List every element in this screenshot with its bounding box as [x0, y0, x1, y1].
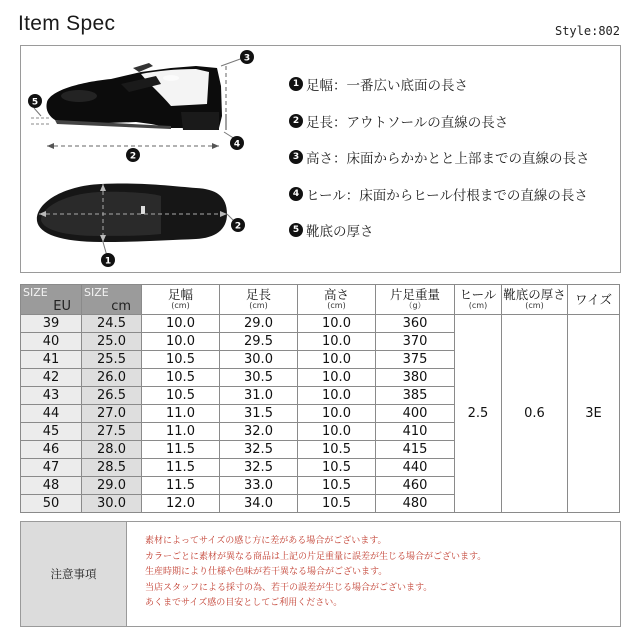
table-cell: 29.5: [220, 333, 298, 351]
table-cell: 27.5: [82, 423, 142, 441]
table-cell: 10.5: [142, 387, 220, 405]
table-cell: 10.5: [142, 369, 220, 387]
table-cell: 31.0: [220, 387, 298, 405]
legend-text: 靴底の厚さ: [306, 224, 374, 240]
notes-label: 注意事項: [21, 522, 127, 626]
width-value-cell: 3E: [568, 315, 620, 513]
legend-item: [289, 147, 609, 167]
table-cell: 48: [21, 477, 82, 495]
page-title: Item Spec: [18, 12, 116, 35]
notes-body: [127, 522, 486, 626]
size-table: [20, 284, 620, 513]
note-line: 生産時期により仕様や色味が若干異なる場合がございます。: [145, 567, 388, 578]
table-cell: 11.5: [142, 477, 220, 495]
table-cell: 30.0: [220, 351, 298, 369]
note-line: 素材によってサイズの感じ方に差がある場合がございます。: [145, 536, 387, 546]
number-5-icon: 5: [289, 223, 303, 237]
table-cell: 10.0: [298, 315, 376, 333]
table-cell: 385: [376, 387, 455, 405]
table-cell: 25.0: [82, 333, 142, 351]
legend-item: [289, 220, 609, 240]
table-cell: 375: [376, 351, 455, 369]
table-cell: 47: [21, 459, 82, 477]
legend-text: 足幅：一番広い底面の長さ: [306, 78, 468, 94]
table-cell: 40: [21, 333, 82, 351]
marker-2-icon: [126, 148, 140, 162]
table-cell: 10.5: [298, 495, 376, 513]
table-cell: 400: [376, 405, 455, 423]
style-code: Style:802: [554, 24, 620, 38]
table-cell: 480: [376, 495, 455, 513]
table-cell: 380: [376, 369, 455, 387]
column-header: 靴底の厚さ (cm): [502, 285, 568, 315]
table-cell: 460: [376, 477, 455, 495]
table-cell: 24.5: [82, 315, 142, 333]
sole-thickness-cell: 0.6: [502, 315, 568, 513]
marker-3-icon: [240, 50, 254, 64]
column-header: 足幅 (cm): [142, 285, 220, 315]
table-cell: 43: [21, 387, 82, 405]
table-cell: 28.5: [82, 459, 142, 477]
marker-4-icon: [230, 136, 244, 150]
column-header: 片足重量 （g）: [376, 285, 455, 315]
table-cell: 46: [21, 441, 82, 459]
legend-text: ヒール：床面からヒール付根までの直線の長さ: [306, 187, 588, 204]
legend-text: 足長：アウトソールの直線の長さ: [306, 114, 509, 131]
table-cell: 50: [21, 495, 82, 513]
legend-item: [289, 184, 609, 204]
table-body: [21, 315, 620, 513]
table-cell: 10.0: [298, 423, 376, 441]
column-header: ヒール (cm): [455, 285, 502, 315]
table-cell: 10.0: [298, 351, 376, 369]
column-header: ワイズ: [568, 285, 620, 315]
table-cell: 11.0: [142, 405, 220, 423]
heel-value-cell: 2.5: [455, 315, 502, 513]
number-1-icon: 1: [289, 77, 303, 91]
spec-diagram-panel: [20, 45, 621, 273]
table-cell: 415: [376, 441, 455, 459]
table-cell: 44: [21, 405, 82, 423]
table-cell: 29.0: [220, 315, 298, 333]
table-cell: 42: [21, 369, 82, 387]
table-cell: 10.5: [142, 351, 220, 369]
marker-5-icon: [28, 94, 42, 108]
shoe-side-view-image: [46, 63, 222, 130]
table-cell: 39: [21, 315, 82, 333]
table-cell: 11.0: [142, 423, 220, 441]
table-cell: 440: [376, 459, 455, 477]
table-cell: 32.5: [220, 459, 298, 477]
table-cell: 26.0: [82, 369, 142, 387]
svg-text:1: 1: [104, 256, 112, 267]
note-line: あくまでサイズ感の目安としてご利用ください。: [145, 598, 343, 609]
table-cell: 10.0: [142, 315, 220, 333]
column-header: 高さ (cm): [298, 285, 376, 315]
table-cell: 33.0: [220, 477, 298, 495]
table-cell: 27.0: [82, 405, 142, 423]
table-cell: 30.0: [82, 495, 142, 513]
table-cell: 34.0: [220, 495, 298, 513]
table-cell: 360: [376, 315, 455, 333]
marker-2-sole-icon: [231, 218, 245, 232]
shoe-diagram: [21, 46, 281, 272]
table-cell: 10.0: [142, 333, 220, 351]
number-3-icon: 3: [289, 150, 303, 164]
size-cm-header: SIZE cm: [82, 285, 142, 315]
legend-item: [289, 74, 609, 94]
table-cell: 11.5: [142, 441, 220, 459]
table-cell: 10.0: [298, 333, 376, 351]
table-cell: 10.0: [298, 387, 376, 405]
table-row: [21, 315, 620, 333]
table-cell: 10.5: [298, 477, 376, 495]
svg-text:2: 2: [234, 221, 242, 232]
note-line: 当店スタッフによる採寸の為、若干の誤差が生じる場合がございます。: [145, 582, 433, 593]
table-cell: 11.5: [142, 459, 220, 477]
table-cell: 30.5: [220, 369, 298, 387]
table-cell: 28.0: [82, 441, 142, 459]
table-cell: 10.5: [298, 459, 376, 477]
note-line: カラーごとに素材が異なる商品は上記の片足重量に誤差が生じる場合がございます。: [145, 551, 487, 562]
table-cell: 25.5: [82, 351, 142, 369]
number-4-icon: 4: [289, 187, 303, 201]
table-cell: 32.0: [220, 423, 298, 441]
table-cell: 10.0: [298, 405, 376, 423]
svg-text:5: 5: [31, 97, 39, 108]
table-cell: 370: [376, 333, 455, 351]
svg-text:4: 4: [233, 139, 241, 150]
size-eu-header: SIZE EU: [21, 285, 82, 315]
table-cell: 26.5: [82, 387, 142, 405]
table-cell: 10.0: [298, 369, 376, 387]
table-cell: 31.5: [220, 405, 298, 423]
legend-text: 高さ：床面からかかとと上部までの直線の長さ: [306, 151, 590, 167]
table-cell: 29.0: [82, 477, 142, 495]
table-cell: 41: [21, 351, 82, 369]
column-header: 足長 (cm): [220, 285, 298, 315]
notes-panel: [20, 521, 621, 627]
table-cell: 32.5: [220, 441, 298, 459]
number-2-icon: 2: [289, 114, 303, 128]
shoe-sole-view-image: [37, 183, 227, 242]
svg-text:3: 3: [243, 53, 251, 64]
table-cell: 45: [21, 423, 82, 441]
legend-item: [289, 111, 609, 131]
table-header-row: [21, 285, 620, 315]
measurement-legend: [289, 74, 609, 257]
table-cell: 10.5: [298, 441, 376, 459]
svg-text:2: 2: [129, 151, 137, 162]
table-cell: 12.0: [142, 495, 220, 513]
marker-1-icon: [101, 253, 115, 267]
table-cell: 410: [376, 423, 455, 441]
